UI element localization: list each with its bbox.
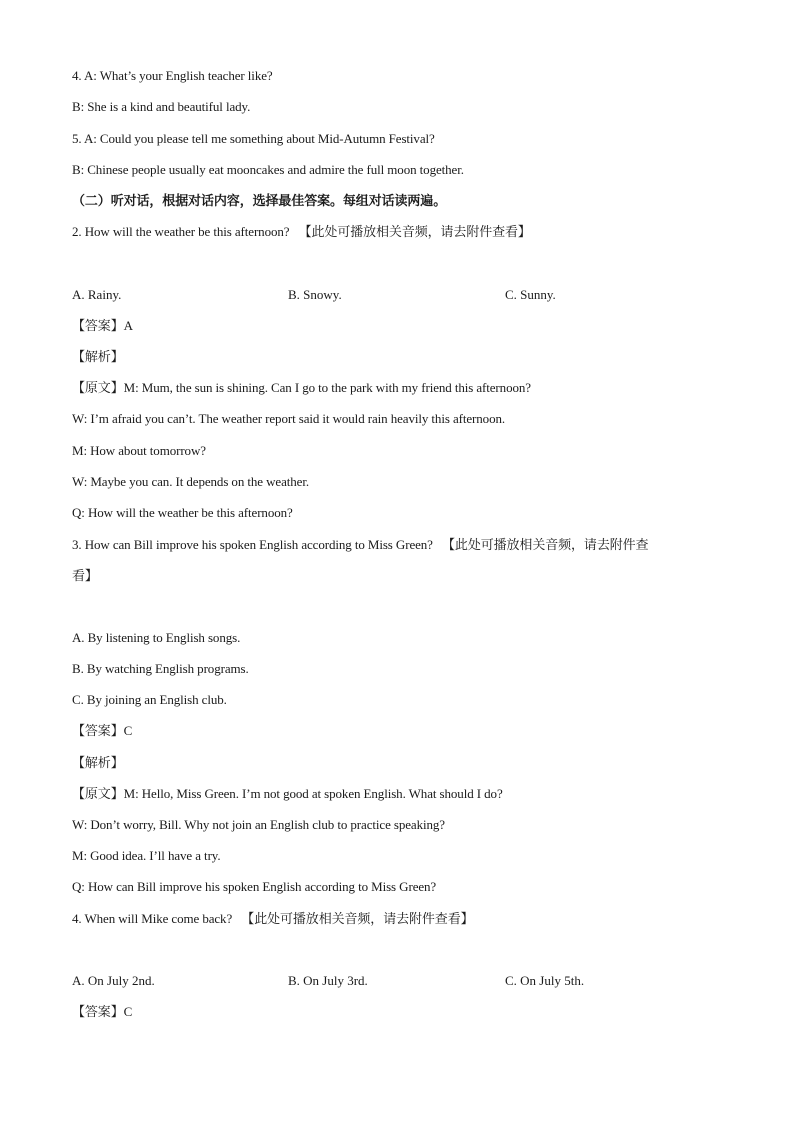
answer-label: 【答案】 [72, 318, 124, 333]
question-3-stem [72, 537, 648, 553]
question-2-option-a: A. Rainy. [72, 287, 122, 302]
question-2-text: 2. How will the weather be this afternoon? [72, 224, 290, 239]
question-4-option-a: A. On July 2nd. [72, 973, 155, 988]
question-2-transcript-line-2: W: I’m afraid you can’t. The weather report said it would rain heavily this afternoon. [72, 411, 506, 426]
answer-label: 【答案】 [72, 1004, 124, 1019]
question-4-option-c: C. On July 5th. [505, 973, 585, 988]
question-3-audio-note: 【此处可播放相关音频，请去附件查 [442, 537, 649, 552]
question-3-answer [72, 723, 132, 739]
question-4-stem [72, 911, 474, 927]
question-4-answer-value: C [123, 1004, 133, 1019]
question-3-stem-cont: 看】 [72, 568, 98, 583]
question-4-audio-note: 【此处可播放相关音频，请去附件查看】 [241, 911, 474, 926]
original-label: 【原文】 [72, 786, 124, 801]
question-3-analysis-label: 【解析】 [72, 755, 124, 770]
question-3-answer-value: C [123, 723, 133, 738]
question-4-answer [72, 1004, 132, 1020]
dialogue-5-answer: B: Chinese people usually eat mooncakes and admire the full moon together. [72, 162, 464, 177]
question-2-transcript-text-1: M: Mum, the sun is shining. Can I go to the park with my friend this afternoon? [123, 380, 531, 395]
question-2-stem [72, 224, 531, 240]
question-2-transcript-line-3: M: How about tomorrow? [72, 443, 206, 458]
question-3-transcript-line-1 [72, 786, 503, 802]
question-2-transcript-line-5: Q: How will the weather be this afternoon? [72, 505, 293, 520]
question-3-transcript-line-4: Q: How can Bill improve his spoken English according to Miss Green? [72, 879, 437, 894]
question-2-transcript-line-1 [72, 380, 531, 396]
section-heading: （二）听对话，根据对话内容，选择最佳答案。每组对话读两遍。 [72, 193, 447, 208]
question-3-option-a: A. By listening to English songs. [72, 630, 241, 645]
question-3-option-b: B. By watching English programs. [72, 661, 249, 676]
answer-label: 【答案】 [72, 723, 124, 738]
question-4-option-b: B. On July 3rd. [288, 973, 368, 988]
dialogue-4-question: 4. A: What’s your English teacher like? [72, 68, 273, 83]
question-3-transcript-text-1: M: Hello, Miss Green. I’m not good at spoken English. What should I do? [123, 786, 503, 801]
question-2-answer [72, 318, 133, 334]
question-3-text: 3. How can Bill improve his spoken English according to Miss Green? [72, 537, 433, 552]
question-2-answer-value: A [123, 318, 133, 333]
question-3-transcript-line-3: M: Good idea. I’ll have a try. [72, 848, 221, 863]
question-4-text: 4. When will Mike come back? [72, 911, 233, 926]
dialogue-4-answer: B: She is a kind and beautiful lady. [72, 99, 251, 114]
question-3-transcript-line-2: W: Don’t worry, Bill. Why not join an English club to practice speaking? [72, 817, 445, 832]
question-2-audio-note: 【此处可播放相关音频，请去附件查看】 [298, 224, 531, 239]
question-3-option-c: C. By joining an English club. [72, 692, 227, 707]
question-2-option-c: C. Sunny. [505, 287, 556, 302]
original-label: 【原文】 [72, 380, 124, 395]
dialogue-5-question: 5. A: Could you please tell me something about Mid-Autumn Festival? [72, 131, 435, 146]
question-2-analysis-label: 【解析】 [72, 349, 124, 364]
question-2-transcript-line-4: W: Maybe you can. It depends on the weather. [72, 474, 309, 489]
question-2-option-b: B. Snowy. [288, 287, 342, 302]
